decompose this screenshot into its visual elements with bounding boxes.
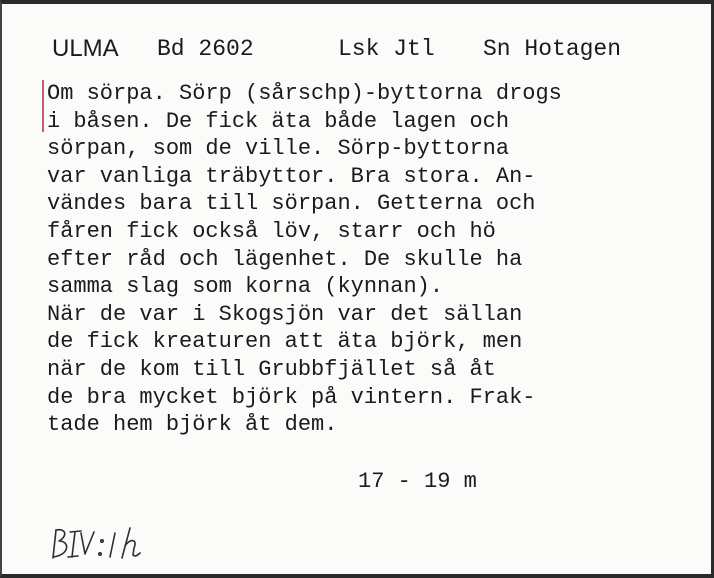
text-line: fåren fick också löv, starr och hö (47, 218, 496, 244)
handwritten-signature (50, 524, 170, 564)
text-line: i båsen. De fick äta både lagen och (47, 108, 510, 134)
signature-drawing (50, 524, 170, 564)
archive-name: ULMA (52, 35, 119, 62)
margin-mark (42, 80, 44, 132)
text-line: efter råd och lägenhet. De skulle ha (47, 246, 523, 272)
text-line: När de var i Skogsjön var det sällan (47, 301, 523, 327)
text-line: de bra mycket björk på vintern. Frak- (47, 384, 536, 410)
text-line: Om sörpa. Sörp (sårschp)-byttorna drogs (47, 81, 562, 106)
text-line: vändes bara till sörpan. Getterna och (47, 191, 536, 217)
text-line: de fick kreaturen att äta björk, men (47, 329, 523, 355)
text-line: när de kom till Grubbfjället så åt (47, 356, 496, 382)
body-text (47, 80, 707, 439)
text-line: tade hem björk åt dem. (47, 412, 338, 438)
district-code: Lsk Jtl (338, 36, 435, 62)
record-code: Bd 2602 (157, 36, 254, 62)
page-reference: 17 - 19 m (358, 469, 477, 494)
text-line: samma slag som korna (kynnan). (47, 274, 444, 300)
text-line: sörpan, som de ville. Sörp-byttorna (47, 136, 510, 162)
text-line: var vanliga träbyttor. Bra stora. An- (47, 163, 536, 189)
parish-name: Sn Hotagen (483, 36, 622, 62)
